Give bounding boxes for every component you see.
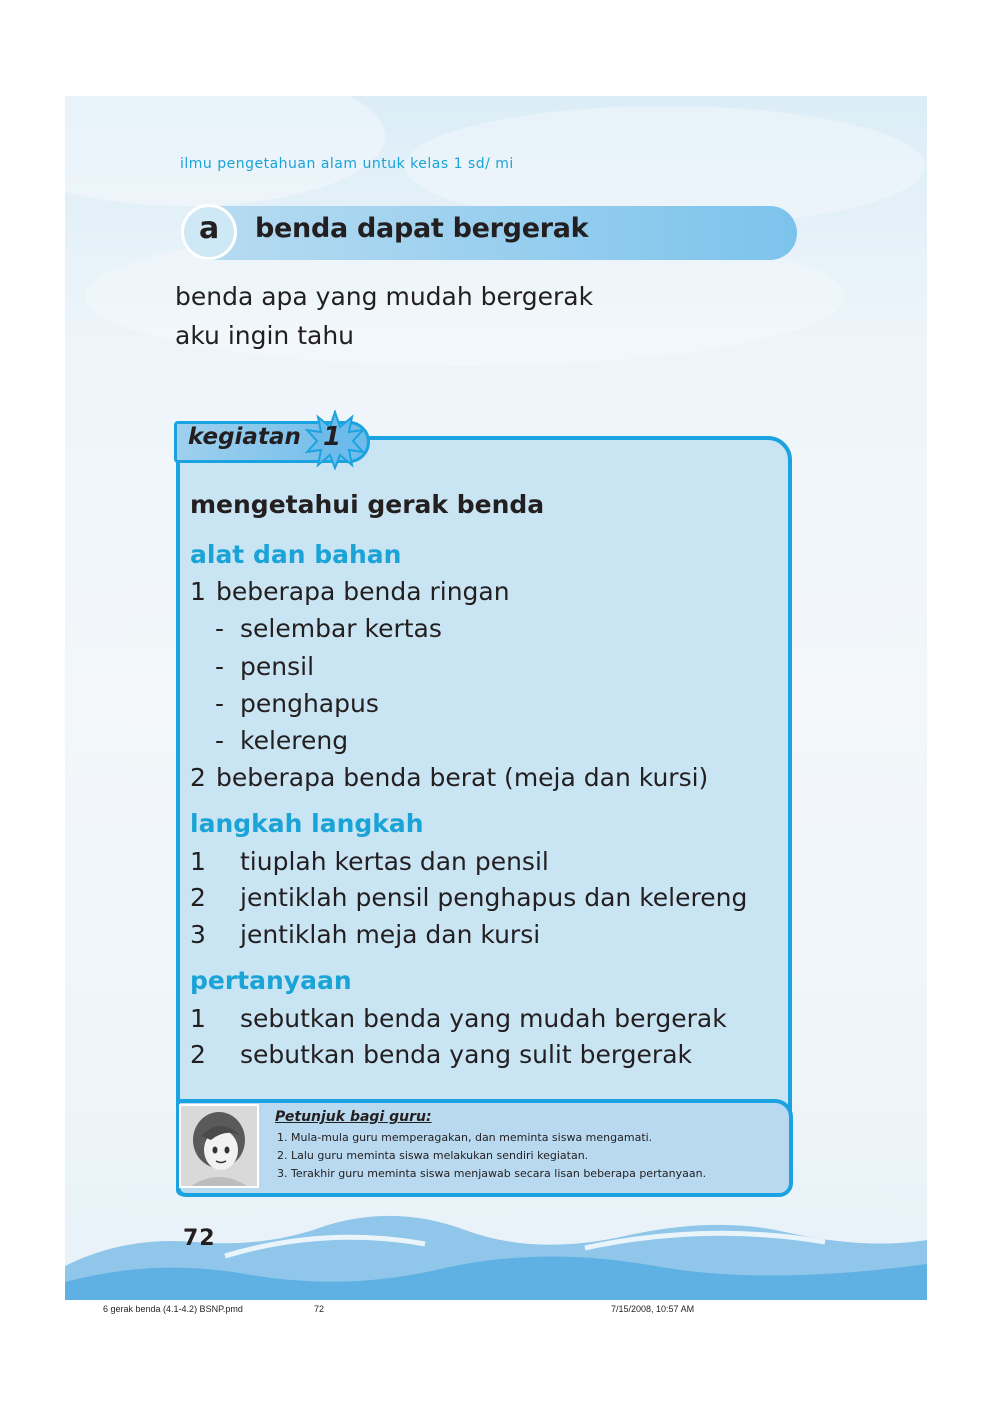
teacher-portrait — [179, 1104, 259, 1188]
footer-page: 72 — [314, 1304, 325, 1314]
footer-filename: 6 gerak benda (4.1-4.2) BSNP.pmd — [103, 1304, 243, 1314]
material-item: beberapa benda ringan — [216, 577, 510, 606]
question-text: sebutkan benda yang sulit bergerak — [240, 1040, 693, 1069]
activity-tab-label: kegiatan — [188, 424, 301, 450]
question-text: sebutkan benda yang mudah bergerak — [240, 1004, 727, 1033]
material-item-number: 1 — [190, 577, 206, 606]
sub-item-marker: - — [215, 689, 225, 718]
sub-item-marker: - — [215, 614, 225, 643]
material-item-number: 2 — [190, 763, 206, 792]
step-number: 1 — [190, 847, 206, 876]
sub-item: selembar kertas — [240, 614, 442, 643]
question-number: 2 — [190, 1040, 206, 1069]
activity-title: mengetahui gerak benda — [190, 490, 545, 519]
step-number: 2 — [190, 883, 206, 912]
teacher-note-item: 2. Lalu guru meminta siswa melakukan sendiri kegiatan. — [277, 1149, 589, 1162]
section-title: benda dapat bergerak — [255, 213, 589, 244]
material-item: beberapa benda berat (meja dan kursi) — [216, 763, 709, 792]
intro-line-2: aku ingin tahu — [175, 321, 355, 350]
steps-heading: langkah langkah — [190, 809, 424, 838]
teacher-note-item: 1. Mula-mula guru memperagakan, dan meminta siswa mengamati. — [277, 1131, 653, 1144]
footer-timestamp: 7/15/2008, 10:57 AM — [611, 1304, 695, 1314]
subject-header: ilmu pengetahuan alam untuk kelas 1 sd/ mi — [180, 156, 514, 172]
sub-item-marker: - — [215, 652, 225, 681]
section-letter: a — [199, 211, 220, 246]
teacher-note-title: Petunjuk bagi guru: — [275, 1109, 432, 1125]
teacher-note-box — [176, 1099, 793, 1197]
step-number: 3 — [190, 920, 206, 949]
sub-item: pensil — [240, 652, 315, 681]
intro-line-1: benda apa yang mudah bergerak — [175, 282, 594, 311]
step-text: jentiklah meja dan kursi — [240, 920, 541, 949]
book-page — [65, 96, 927, 1300]
materials-heading: alat dan bahan — [190, 540, 402, 569]
question-number: 1 — [190, 1004, 206, 1033]
step-text: jentiklah pensil penghapus dan kelereng — [240, 883, 748, 912]
activity-number: 1 — [323, 422, 342, 452]
questions-heading: pertanyaan — [190, 966, 352, 995]
sub-item: kelereng — [240, 726, 349, 755]
step-text: tiuplah kertas dan pensil — [240, 847, 549, 876]
sub-item: penghapus — [240, 689, 379, 718]
page-number: 72 — [183, 1226, 216, 1251]
teacher-note-item: 3. Terakhir guru meminta siswa menjawab secara lisan beberapa pertanyaan. — [277, 1167, 707, 1180]
sub-item-marker: - — [215, 726, 225, 755]
